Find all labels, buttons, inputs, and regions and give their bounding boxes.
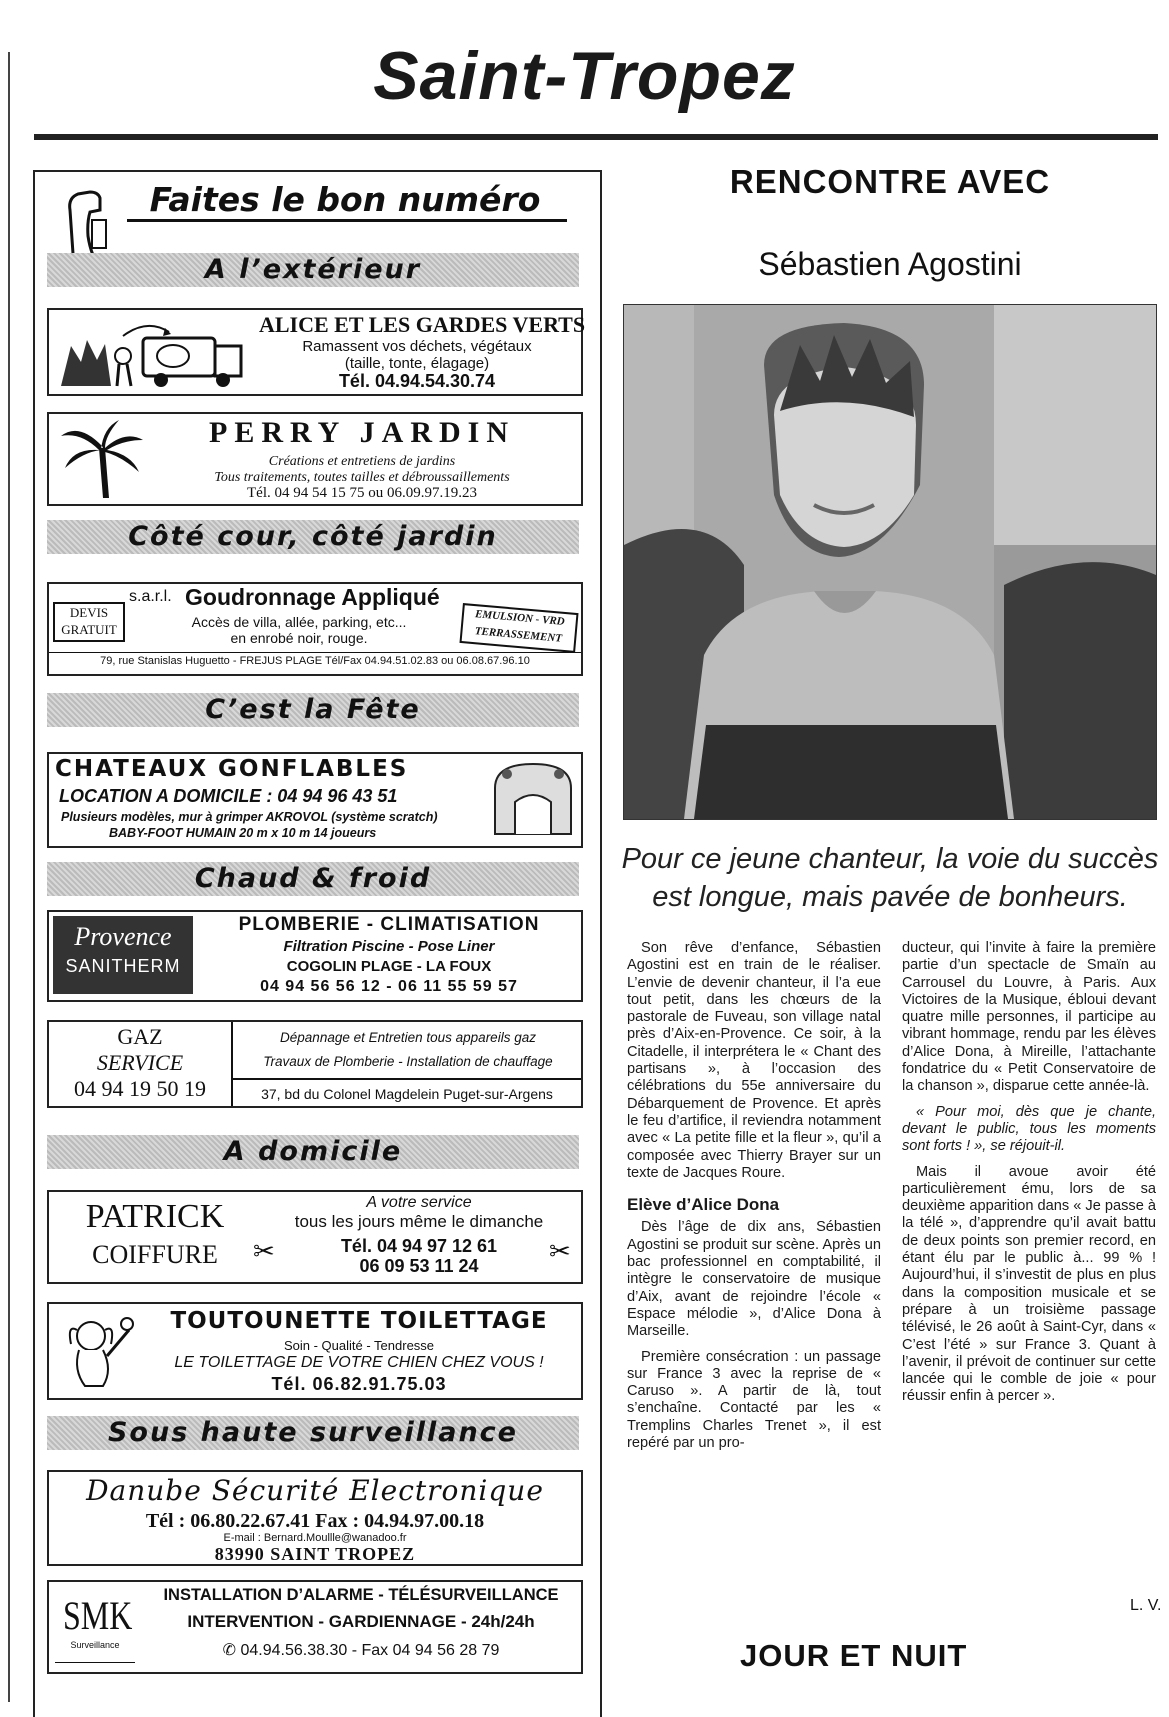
ad-goudronnage — [47, 582, 583, 676]
ad-alice-name: ALICE ET LES GARDES VERTS — [259, 312, 586, 337]
ad-patrick-line1: A votre service — [366, 1194, 472, 1211]
ad-danube-securite — [47, 1470, 583, 1566]
ad-goudron-line2: en enrobé noir, rouge. — [230, 630, 368, 646]
bouncy-castle-icon — [489, 758, 577, 838]
gaz-name-block — [49, 1022, 233, 1106]
article-signature: L. V. — [1130, 1597, 1162, 1614]
scissors-icon: ✂ — [253, 1236, 275, 1266]
header-rule — [34, 134, 1158, 140]
emulsion-label: EMULSION - VRD — [474, 608, 566, 628]
ad-toutou-name: TOUTOUNETTE TOILETTAGE — [170, 1308, 548, 1334]
ad-patrick-phone1: Tél. 04 94 97 12 61 — [340, 1236, 498, 1256]
ad-danube-phone: Tél : 06.80.22.67.41 Fax : 04.94.97.00.18 — [145, 1510, 485, 1532]
ad-gaz-address: 37, bd du Colonel Magdelein Puget-sur-Argens — [233, 1078, 581, 1108]
smk-logo — [55, 1592, 135, 1663]
dog-grooming-icon — [57, 1310, 137, 1394]
ad-gaz-service — [47, 1020, 583, 1108]
article-paragraph: Son rêve d’enfance, Sébastien Agostini est en train de le réaliser. L’envie de devenir chanteur, il l’a eue tout petit, dans les chœurs de la pastorale de Fuveau, son village natal près d’Aix-en-Provence. Ce soir, à la Citadelle, il interprétera le « Chant des partisans », à l’occasion des célébrations du 55e anniversaire du Débarquement de Provence. Et après le feu d’artifice, il reviendra notamment avec « La petite fille et la fleur », qu’il a composée avec Thierry Brayer sur un texte de Jacques Roure. — [627, 940, 881, 1181]
ad-patrick-coiffure — [47, 1190, 583, 1284]
section-band-fete: C’est la Fête — [47, 693, 579, 727]
ad-toutou-line1: Soin - Qualité - Tendresse — [283, 1338, 435, 1353]
terrassement-label: TERRASSEMENT — [474, 625, 563, 645]
sanitherm-logo — [53, 916, 193, 994]
ad-chateaux-gonflables — [47, 752, 583, 848]
page-title: Saint-Tropez — [373, 38, 796, 114]
ad-alice-phone: Tél. 04.94.54.30.74 — [338, 371, 496, 391]
section-band-exterieur: A l’extérieur — [47, 253, 579, 287]
sanitherm-logo-provence: Provence — [74, 922, 172, 951]
article-photo — [623, 304, 1157, 820]
classifieds-title-rule — [127, 219, 567, 222]
ad-perry-line1: Créations et entretiens de jardins — [268, 454, 456, 469]
ad-goudron-line1: Accès de villa, allée, parking, etc... — [191, 614, 407, 630]
ad-patrick-phone2: 06 09 53 11 24 — [359, 1256, 479, 1276]
article-paragraph: ducteur, qui l’invite à faire la première partie d’un spectacle de Smaïn au Carrousel du Louvre, à Paris. Aux Victoires de la Musique, ébloui devant quatre mille personnes, il participe au vibrant hommage, rendu par les élèves d’Alice Dona, à Mireille, l’attachante fondatrice du « Petit Conservatoire de la chanson », disparue cette année-là. — [902, 940, 1156, 1095]
ad-smk-phone: ✆ 04.94.56.38.30 - Fax 04 94 56 28 79 — [222, 1642, 500, 1659]
article-subject-name: Sébastien Agostini — [758, 246, 1022, 282]
ad-toutou-line2: LE TOILETTAGE DE VOTRE CHIEN CHEZ VOUS ! — [174, 1354, 544, 1371]
section-band-cote-cour: Côté cour, côté jardin — [47, 520, 579, 554]
ad-goudron-address: 79, rue Stanislas Huguetto - FREJUS PLAGE Tél/Fax 04.94.51.02.83 ou 06.08.67.96.10 — [49, 652, 581, 667]
article-lede-line1: Pour ce jeune chanteur, la voie du succès — [621, 843, 1159, 875]
ad-smk — [47, 1580, 583, 1674]
devis-label: DEVIS — [69, 605, 109, 620]
ad-danube-city: 83990 SAINT TROPEZ — [214, 1544, 416, 1564]
devis-gratuit-badge — [53, 602, 125, 642]
ad-chateaux-location: LOCATION A DOMICILE : 04 94 96 43 51 — [59, 786, 398, 806]
article-paragraph: Dès l’âge de dix ans, Sébastien Agostini se produit sur scène. Après un bac professionnel en comptabilité, il intègre le conservatoire de musique d’Aix, avant de rejoindre l’école « Espace mélodie », d’Alice Dona à Marseille. — [627, 1219, 881, 1340]
article-quote: « Pour moi, dès que je chante, devant le public, tous les moments sont forts ! », se réjouit-il. — [902, 1103, 1156, 1155]
garbage-truck-icon — [57, 316, 247, 388]
ad-danube-name: Danube Sécurité Electronique — [86, 1474, 544, 1507]
next-article-heading: JOUR ET NUIT — [740, 1638, 968, 1673]
sanitherm-logo-name: SANITHERM — [65, 956, 181, 976]
ad-toutounette — [47, 1302, 583, 1400]
section-band-chaud-froid: Chaud & froid — [47, 862, 579, 896]
portrait-photo-illustration — [624, 305, 1156, 819]
ad-perry-jardin — [47, 412, 583, 506]
article-lede — [620, 840, 1160, 916]
article-column-1 — [627, 940, 881, 1460]
classifieds-title: Faites le bon numéro — [149, 180, 541, 219]
smk-logo-sub: Surveillance — [70, 1640, 120, 1650]
article-kicker: RENCONTRE AVEC — [729, 163, 1051, 200]
ad-alice-gardes-verts — [47, 308, 586, 396]
ad-smk-line2: INTERVENTION - GARDIENNAGE - 24h/24h — [187, 1612, 535, 1631]
article-paragraph: Première consécration : un passage sur France 3 avec la reprise de « Caruso ». A partir de là, tout s’enchaîne. Contacté par les « Tremplins Charles Trenet », il est repéré par un pro- — [627, 1348, 881, 1452]
gratuit-label: GRATUIT — [61, 622, 117, 637]
ad-sanitherm-line1: PLOMBERIE - CLIMATISATION — [238, 914, 540, 935]
page-border — [8, 52, 10, 1702]
ad-patrick-coiffure: COIFFURE — [92, 1240, 218, 1269]
ad-patrick-line2: tous les jours même le dimanche — [294, 1212, 544, 1231]
article-subheading: Elève d’Alice Dona — [627, 1195, 780, 1215]
ad-perry-line2: Tous traitements, toutes tailles et débroussaillements — [214, 470, 510, 485]
ad-alice-line2: (taille, tonte, élagage) — [344, 355, 490, 372]
section-band-domicile: A domicile — [47, 1135, 579, 1169]
section-band-surveillance: Sous haute surveillance — [47, 1416, 579, 1450]
palm-tree-icon — [59, 418, 145, 500]
ad-perry-name: PERRY JARDIN — [209, 416, 515, 449]
article-column-2 — [902, 940, 1156, 1414]
ad-perry-phone: Tél. 04 94 54 15 75 ou 06.09.97.19.23 — [247, 485, 477, 501]
ad-danube-email: E-mail : Bernard.Moullle@wanadoo.fr — [223, 1532, 407, 1544]
ad-patrick-name: PATRICK — [85, 1198, 225, 1235]
gaz-phone: 04 94 19 50 19 — [74, 1076, 206, 1101]
ad-sanitherm — [47, 910, 583, 1002]
gaz-name-1: GAZ — [117, 1024, 163, 1049]
ad-sanitherm-line3: COGOLIN PLAGE - LA FOUX — [286, 958, 492, 975]
ad-gaz-line2: Travaux de Plomberie - Installation de chauffage — [263, 1054, 553, 1069]
ad-sanitherm-line2: Filtration Piscine - Pose Liner — [283, 938, 495, 955]
scissors-icon: ✂ — [549, 1236, 571, 1266]
ad-alice-line1: Ramassent vos déchets, végétaux — [302, 338, 532, 355]
ad-chateaux-line2: BABY-FOOT HUMAIN 20 m x 10 m 14 joueurs — [109, 826, 377, 840]
smk-logo-text: SMK — [63, 1593, 133, 1638]
ad-toutou-phone: Tél. 06.82.91.75.03 — [271, 1374, 447, 1394]
ad-goudron-name: Goudronnage Appliqué — [185, 584, 440, 610]
article-paragraph: Mais il avoue avoir été particulièrement ému, lors de sa deuxième apparition dans « Je passe à la télé », d’apprendre qu’il avait battu de deux points son premier record, en étant élu par le public à... 99 % ! Aujourd’hui, il s’investit de plus en plus dans la composition musicale et se prépare à un troisième passage télévisé, le 26 août à Saint-Cyr, dans « C’est l’été » sur France 3. Quant à l’avenir, il prévoit de continuer sur cette lancée qui le comble de joie « pour réussir enfin à percer ». — [902, 1163, 1156, 1405]
article-lede-line2: est longue, mais pavée de bonheurs. — [652, 881, 1128, 913]
ad-goudron-sarl: s.a.r.l. — [129, 588, 172, 605]
ad-gaz-line1: Dépannage et Entretien tous appareils gaz — [280, 1030, 536, 1045]
ad-smk-line1: INSTALLATION D’ALARME - TÉLÉSURVEILLANCE — [163, 1586, 559, 1604]
gaz-name-2: SERVICE — [96, 1050, 184, 1075]
emulsion-badge — [459, 603, 578, 653]
ad-sanitherm-phone: 04 94 56 56 12 - 06 11 55 59 57 — [260, 978, 518, 995]
ad-chateaux-name: CHATEAUX GONFLABLES — [55, 756, 409, 782]
ad-chateaux-line1: Plusieurs modèles, mur à grimper AKROVOL (système scratch) — [61, 810, 438, 824]
